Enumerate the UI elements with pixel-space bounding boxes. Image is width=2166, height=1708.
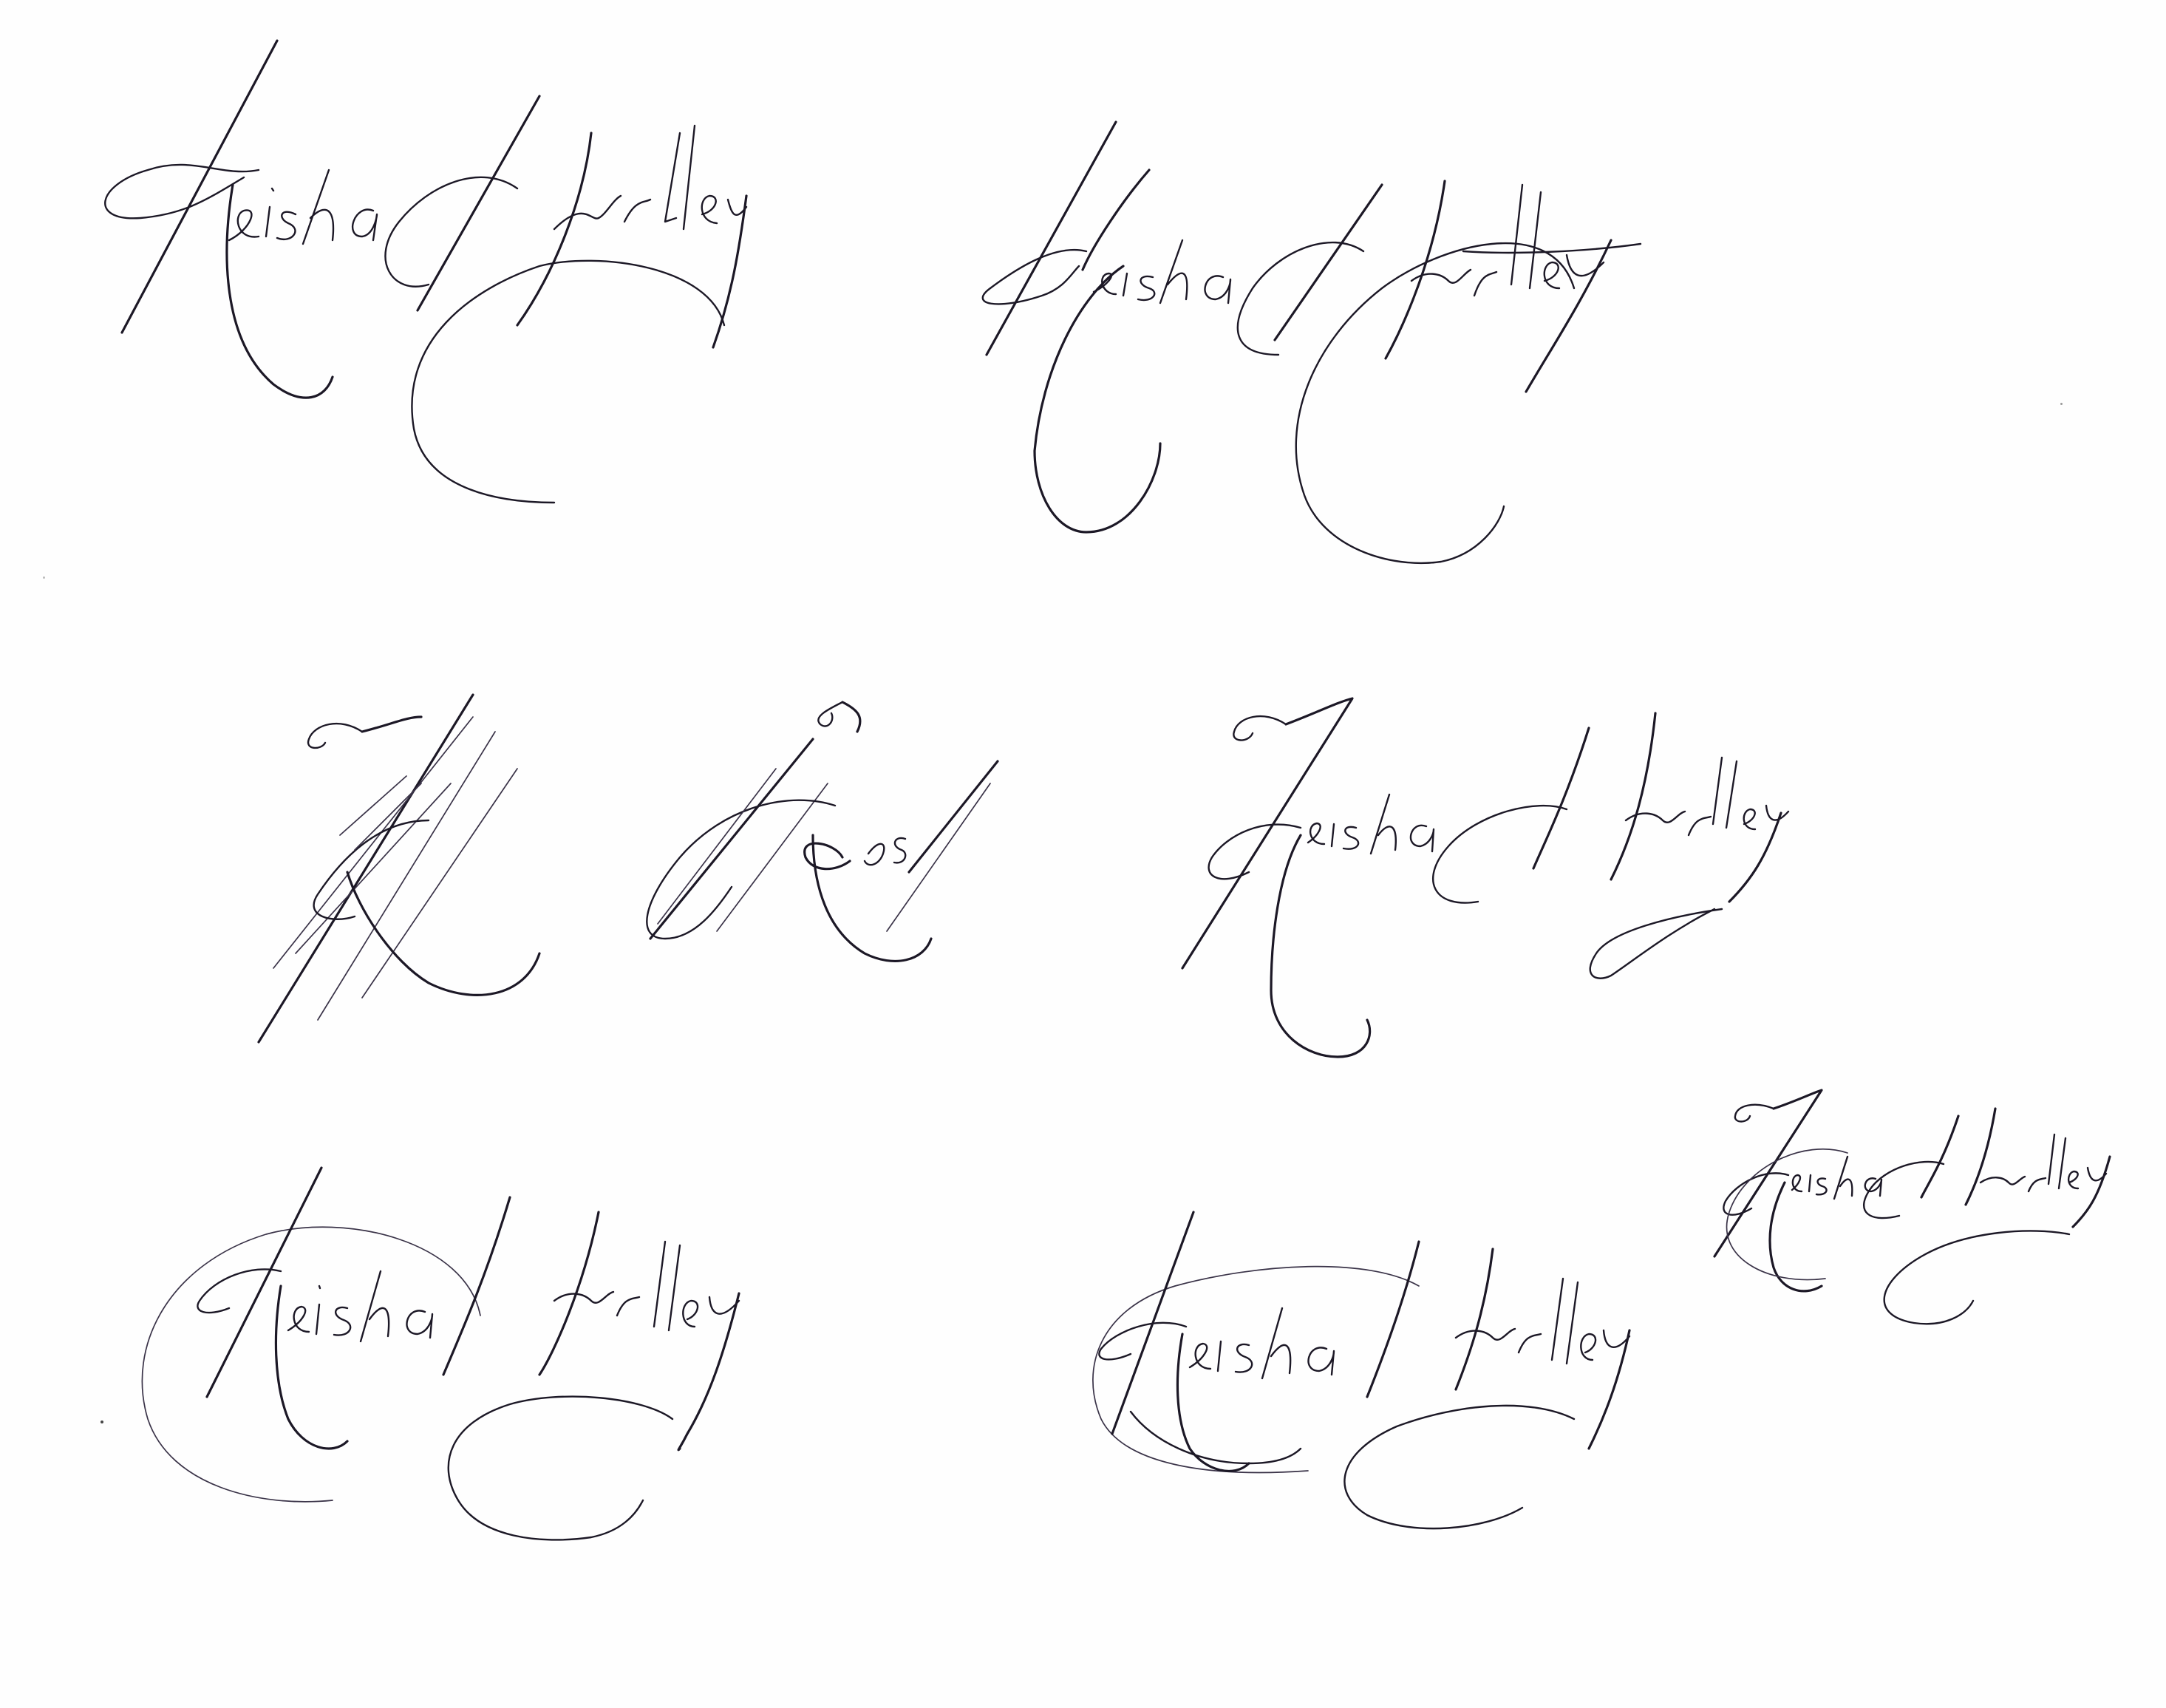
signature-6 (1685, 1064, 2143, 1389)
signature-4 (613, 687, 1012, 1013)
signature-6-drawing (1685, 1064, 2143, 1389)
signature-2 (961, 111, 1670, 584)
signature-8-drawing (1072, 1197, 1633, 1596)
signature-7 (126, 1153, 761, 1611)
signature-1-drawing (81, 30, 746, 510)
signature-1 (81, 30, 746, 510)
signature-3-drawing (229, 673, 613, 1057)
ink-speck (101, 1421, 103, 1423)
signature-2-drawing (961, 111, 1670, 584)
ink-speck (2060, 403, 2063, 405)
signature-8 (1072, 1197, 1633, 1596)
signature-3 (229, 673, 613, 1057)
ink-speck (43, 576, 45, 579)
signature-4-drawing (613, 687, 1012, 1013)
signature-7-drawing (126, 1153, 761, 1611)
